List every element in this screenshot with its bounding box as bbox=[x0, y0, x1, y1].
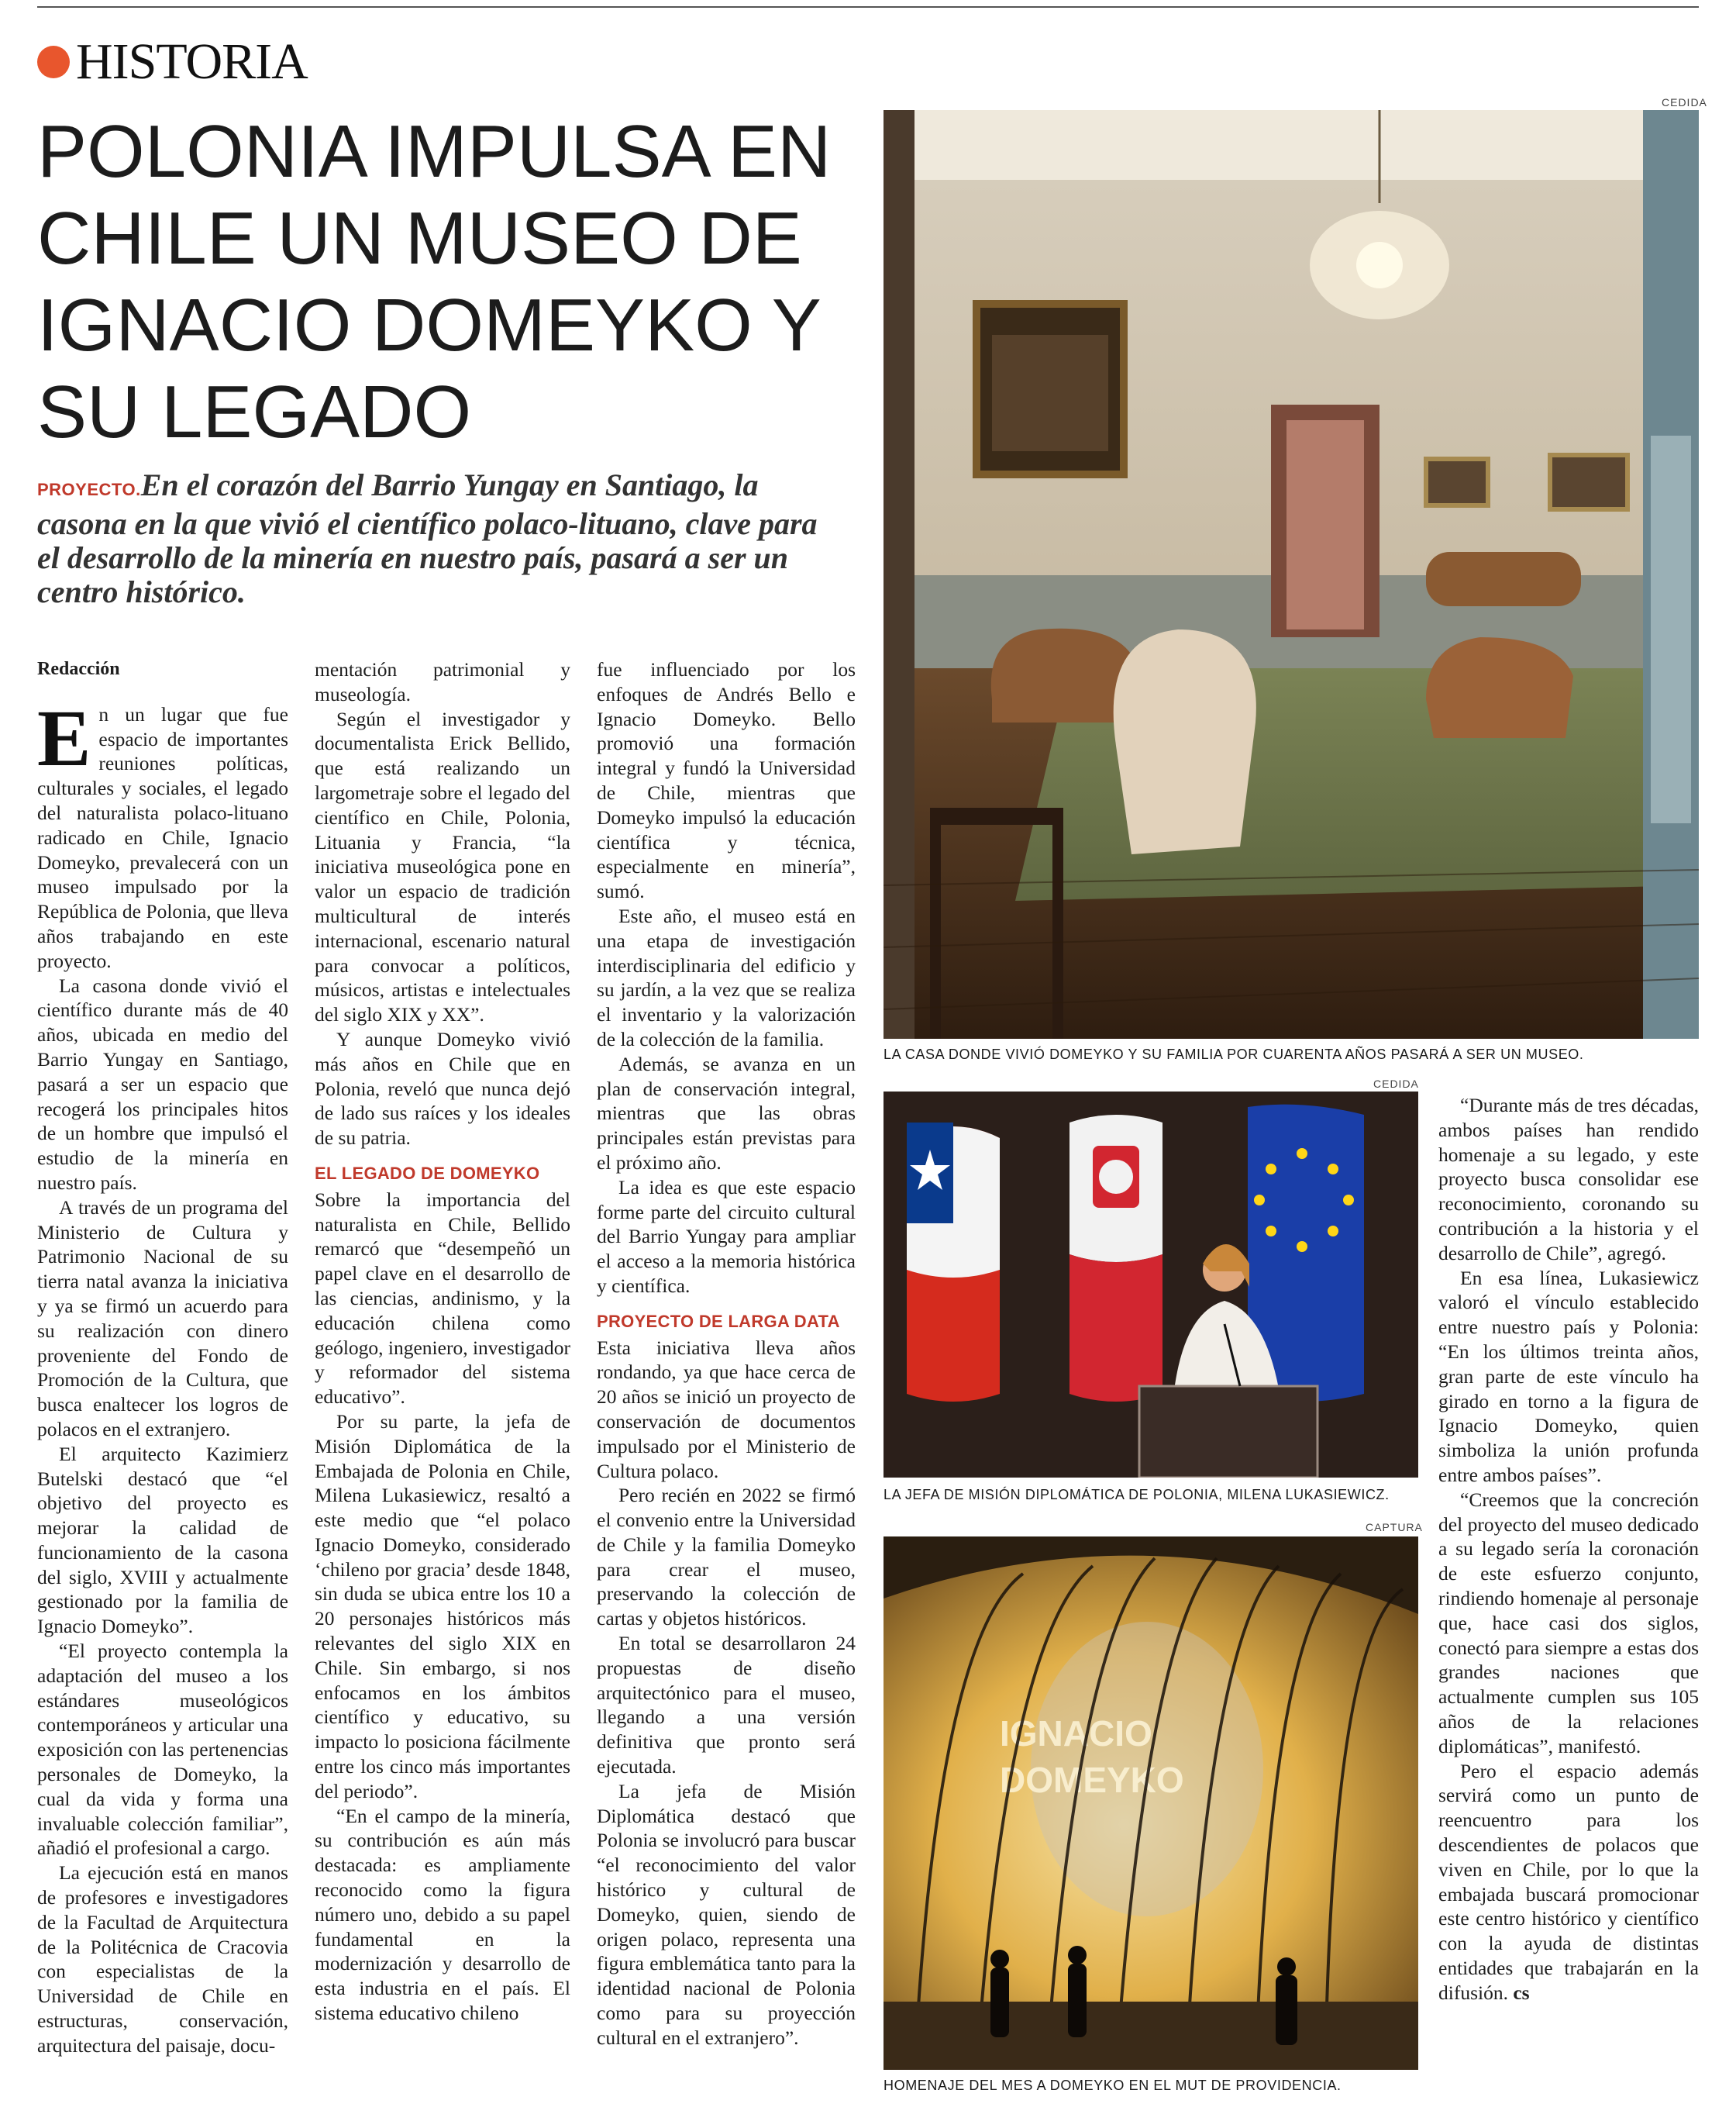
paragraph: La jefa de Misión Diplomática destacó que Polonia se involucró para buscar “el reconocimiento del valor histórico y cultural de Domeyko, quien, siendo de origen polaco, representa una figura emblemática tanto para la identidad nacional de Polonia como para su proyección cultural en el extranjero”. bbox=[597, 1779, 856, 2049]
headline-line: CHILE UN MUSEO DE bbox=[37, 197, 802, 280]
paragraph: Sobre la importancia del naturalista en Chile, Bellido remarcó que “desempeñó un papel clave en el desarrollo de las ciencias, andinismo, y la educación chilena como geólogo, ingeniero, investigador y reformador del sistema educativo”. bbox=[315, 1188, 571, 1409]
paragraph: Pero recién en 2022 se firmó el convenio entre la Universidad de Chile y la familia Domeyko para crear el museo, preservando la colección de cartas y objetos históricos. bbox=[597, 1484, 856, 1630]
paragraph: Según el investigador y documentalista Erick Bellido, que está realizando un largometraje sobre el legado del científico en Chile, Polonia, Lituania y Francia, “la iniciativa museológica pone en valor un espacio de tradición multicultural de interés internacional, escenario natural para convocar a políticos, músicos, artistas e intelectuales del siglo XIX y XX”. bbox=[315, 707, 570, 1026]
section-title: HISTORIA bbox=[76, 33, 308, 90]
poland-flag-icon bbox=[1070, 1115, 1162, 1402]
photo-caption: LA CASA DONDE VIVIÓ DOMEYKO Y SU FAMILIA POR CUARENTA AÑOS PASARÁ A SER UN MUSEO. bbox=[884, 1047, 1584, 1062]
end-mark: cs bbox=[1513, 1981, 1530, 2004]
photo-diplomat bbox=[884, 1092, 1418, 1478]
kicker-tag: PROYECTO. bbox=[37, 480, 141, 499]
paragraph: La idea es que este espacio forme parte del circuito cultural del Barrio Yungay para ampliar el acceso a la memoria histórica y científica. bbox=[597, 1175, 856, 1297]
photo-credit: CEDIDA bbox=[1373, 1078, 1419, 1090]
paragraph: fue influenciado por los enfoques de Andrés Bello e Ignacio Domeyko. Bello promovió una formación integral y fundó la Universidad de Chile, mientras que Domeyko impulsó la educación científica y técnica, especialmente en minería”, sumó. bbox=[597, 658, 856, 903]
headline-line: SU LEGADO bbox=[37, 371, 472, 454]
byline: Redacción bbox=[37, 659, 120, 679]
paragraph: mentación patrimonial y museología. bbox=[315, 658, 570, 705]
dropcap: E bbox=[37, 693, 91, 783]
chile-flag-icon bbox=[907, 1123, 1000, 1402]
projection-text: DOMEYKO bbox=[1000, 1760, 1184, 1800]
paragraph: En esa línea, Lukasiewicz valoró el vínculo establecido entre nuestro país y Polonia: “En los últimos treinta años, gran parte de este vínculo ha girado en torno a la figura de Ignacio Domeyko, quien simboliza la unión profunda entre ambos países”. bbox=[1438, 1266, 1699, 1486]
section-label bbox=[37, 31, 308, 93]
subheading: PROYECTO DE LARGA DATA bbox=[597, 1311, 840, 1331]
paragraph-text: n un lugar que fue espacio de importantes reuniones políticas, culturales y sociales, el legado del naturalista polaco-lituano radicado en Chile, Ignacio Domeyko, prevalecerá con un museo impulsado por la República de Polonia, que lleva años trabajando en este proyecto. bbox=[37, 702, 288, 972]
photo-projection bbox=[884, 1536, 1418, 2070]
paragraph: A través de un programa del Ministerio de Cultura y Patrimonio Nacional de su tierra natal avanza la iniciativa y ya se firmó un acuerdo para su realización con dinero proveniente del Fondo de Promoción de la Cultura, que busca enaltecer los logros de polacos en el extranjero. bbox=[37, 1195, 288, 1440]
paragraph: El arquitecto Kazimierz Butelski destacó que “el objetivo del proyecto es mejorar la calidad de funcionamiento de la casona del siglo, XVIII y actualmente gestionado por la familia de Ignacio Domeyko”. bbox=[37, 1442, 288, 1638]
paragraph: “Durante más de tres décadas, ambos países han rendido homenaje a su legado, y este proyecto busca consolidar ese reconocimiento, coronando su contribución a la historia y el desarrollo de Chile”, agregó. bbox=[1438, 1094, 1699, 1264]
kicker bbox=[37, 468, 843, 609]
paragraph: Este año, el museo está en una etapa de investigación interdisciplinaria del edificio y su jardín, a la vez que se realiza el inventario y la valorización de la colección de la familia. bbox=[597, 904, 856, 1050]
kicker-text: En el corazón del Barrio Yungay en Santiago, la casona en la que vivió el científico polaco-lituano, clave para el desarrollo de la minería en nuestro país, pasará a ser un centro histórico. bbox=[37, 467, 818, 609]
paragraph: Y aunque Domeyko vivió más años en Chile que en Polonia, reveló que nunca dejó de lado sus raíces y los ideales de su patria. bbox=[315, 1027, 570, 1150]
subheading: EL LEGADO DE DOMEYKO bbox=[315, 1163, 540, 1183]
photo-caption: HOMENAJE DEL MES A DOMEYKO EN EL MUT DE PROVIDENCIA. bbox=[884, 2078, 1342, 2093]
article-column-4 bbox=[1438, 1093, 1699, 2005]
headline-line: IGNACIO DOMEYKO Y bbox=[37, 284, 822, 367]
paragraph: Además, se avanza en un plan de conservación integral, mientras que las obras principales están previstas para el próximo año. bbox=[597, 1052, 856, 1174]
paragraph: “El proyecto contempla la adaptación del museo a los estándares museológicos contemporáneos y articular una exposición con las pertenencias personales de Domeyko, la cual da vida y forma una invaluable colección familiar”, añadió el profesional a cargo. bbox=[37, 1640, 288, 1860]
paragraph: “Creemos que la concreción del proyecto del museo dedicado a su legado sería la coronación de este esfuerzo conjunto, rindiendo homenaje al personaje que, hace casi dos siglos, conectó para siempre a estas dos grandes naciones que actualmente cumplen sus 105 años de la relaciones diplomáticas”, manifestó. bbox=[1438, 1488, 1699, 1757]
headline-line: POLONIA IMPULSA EN bbox=[37, 110, 832, 193]
top-rule bbox=[37, 6, 1699, 8]
paragraph: La ejecución está en manos de profesores e investigadores de la Facultad de Arquitectura de la Politécnica de Cracovia con especialistas de la Universidad de Chile en estructuras, conservación, arquitectura del paisaje, docu- bbox=[37, 1861, 288, 2057]
section-dot-icon bbox=[37, 46, 70, 78]
article-column-2 bbox=[315, 657, 570, 2026]
photo-salon bbox=[884, 110, 1699, 1039]
paragraph: Por su parte, la jefa de Misión Diplomática de la Embajada de Polonia en Chile, Milena Lukasiewicz, resaltó a este medio que “el polaco Ignacio Domeyko, considerado ‘chileno por gracia’ desde 1848, sin duda se ubica entre los 10 a 20 personajes históricos más relevantes del siglo XIX en Chile. Sin embargo, si nos enfocamos en los ámbitos científico y educativo, su impacto lo posiciona fácilmente entre los cinco más importantes del periodo”. bbox=[315, 1409, 570, 1802]
paragraph bbox=[37, 693, 288, 974]
photo-caption: LA JEFA DE MISIÓN DIPLOMÁTICA DE POLONIA, MILENA LUKASIEWICZ. bbox=[884, 1487, 1390, 1502]
article-column-1 bbox=[37, 657, 288, 2058]
photo-credit: CEDIDA bbox=[1662, 96, 1707, 109]
paragraph: Esta iniciativa lleva años rondando, ya que hace cerca de 20 años se inició un proyecto de conservación de documentos impulsado por el Ministerio de Cultura polaco. bbox=[597, 1336, 856, 1482]
paragraph: “En el campo de la minería, su contribución es aún más destacada: es ampliamente reconocido como la figura número uno, debido a su papel fundamental en la modernización y desarrollo de esta industria en el país. El sistema educativo chileno bbox=[315, 1804, 570, 2025]
photo-credit: CAPTURA bbox=[1366, 1521, 1423, 1533]
paragraph-text: Pero el espacio además servirá como un punto de reencuentro para los descendientes de polacos que viven en Chile, por lo que la embajada buscará promocionar este centro histórico y científico con la ayuda de distintas entidades que trabajarán en la difusión. bbox=[1438, 1759, 1699, 2004]
paragraph: La casona donde vivió el científico durante más de 40 años, ubicada en medio del Barrio Yungay en Santiago, pasará a ser un espacio que recogerá los principales hitos de un hombre que impulsó el estudio de la minería en nuestro país. bbox=[37, 974, 288, 1194]
paragraph: En total se desarrollaron 24 propuestas de diseño arquitectónico para el museo, llegando a una versión definitiva que pronto será ejecutada. bbox=[597, 1632, 856, 1778]
article-column-3 bbox=[597, 657, 856, 2050]
projection-text: IGNACIO bbox=[1000, 1713, 1152, 1754]
headline bbox=[37, 109, 859, 456]
paragraph bbox=[1438, 1759, 1699, 2005]
